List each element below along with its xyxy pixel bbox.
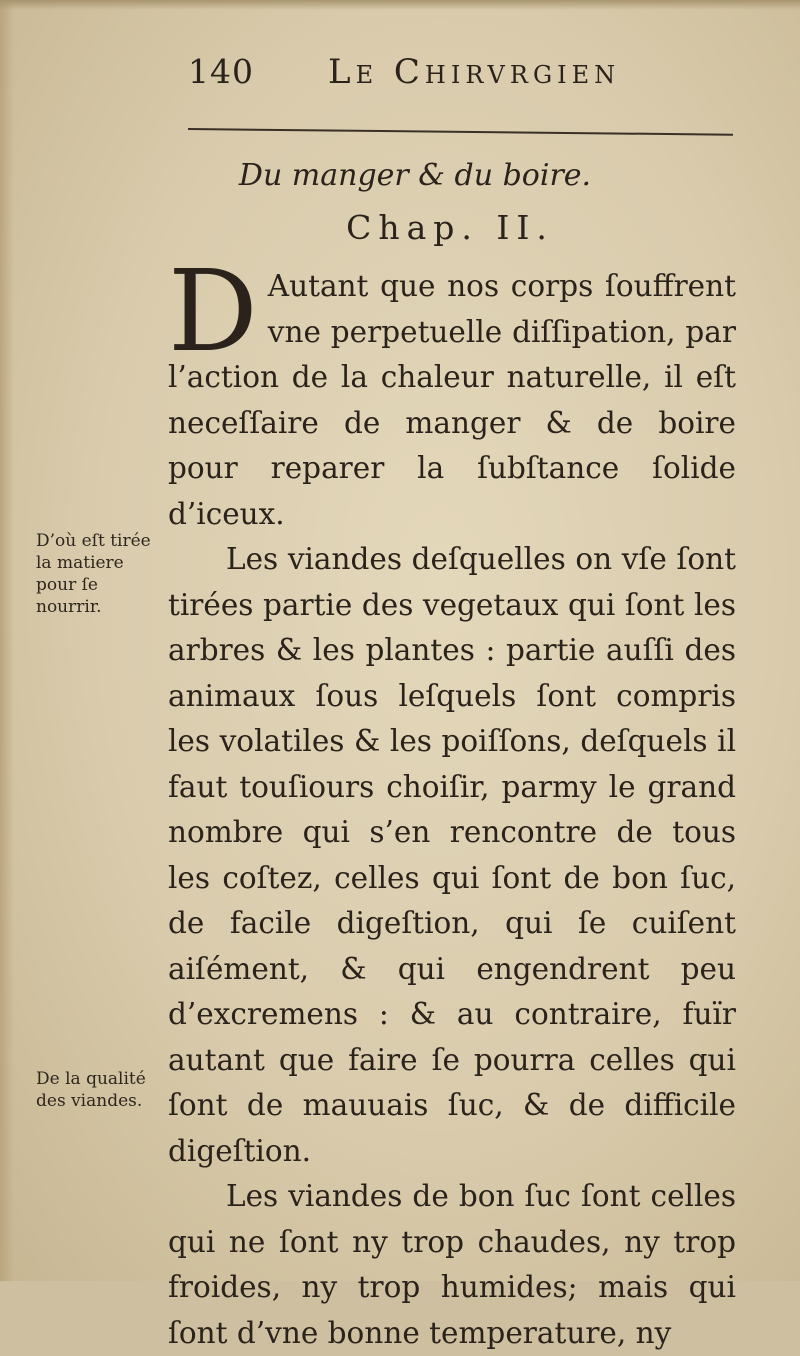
drop-cap: D [168,247,258,377]
header-rule [188,128,733,136]
margin-note-quality: De la qualité des viandes. [36,1069,146,1111]
page-number: 140 [188,52,254,91]
body-text [168,247,736,1356]
running-head: Le Chirvrgien [328,52,621,92]
page-edge-shadow [0,0,14,1281]
margin-note-matter: D’où eſt tirée la matiere pour ſe nourrir. [36,531,151,617]
paragraph-1-text: Autant que nos corps ſouffrent vne perpetuelle diſſipation, par l’action de la chaleur naturelle, il eſt neceſſaire de manger & de boire pour reparer la ſubſtance ſolide d’iceux. [168,269,736,531]
paragraph-3: Les viandes de bon ſuc ſont celles qui ne ſont ny trop chaudes, ny trop froides, ny trop humides; mais qui ſont d’vne bonne temperature, ny [168,1179,736,1350]
paragraph-2: Les viandes deſquelles on vſe ſont tirées partie des vegetaux qui ſont les arbres & les plantes : partie auſſi des animaux ſous leſquels ſont compris les volatiles & les poiſſons, deſquels il faut touſiours choiſir, parmy le grand nombre qui s’en rencontre de tous les coſtez, celles qui ſont de bon ſuc, de facile digeſtion, qui ſe cuiſent aiſément, & qui engendrent peu d’excremens : & au contraire, fuïr autant que faire ſe pourra celles qui ſont de mauuais ſuc, & de difficile digeſtion. [168,542,736,1168]
paragraph-1 [168,247,736,537]
page-top-shadow [0,0,800,10]
section-title: Du manger & du boire. [238,158,592,193]
chapter-heading: Chap. II. [346,208,554,247]
page-header [188,52,748,102]
